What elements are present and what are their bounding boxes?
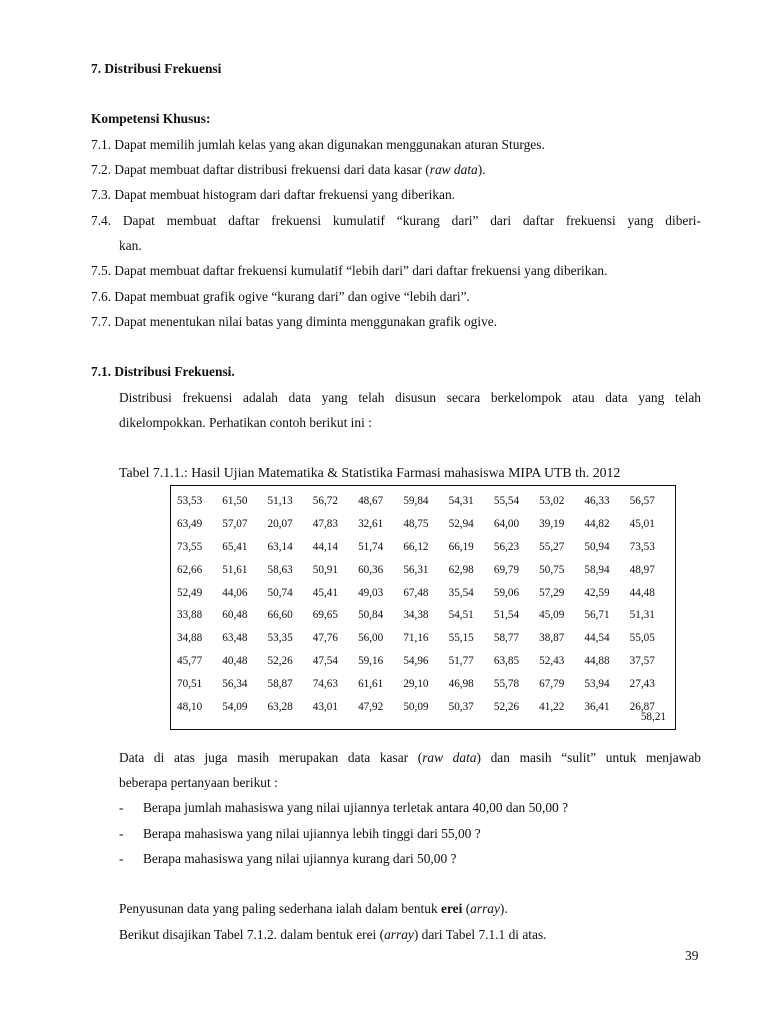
table-row xyxy=(177,650,675,673)
table-cell: 40,48 xyxy=(222,654,248,667)
paragraph-line: beberapa pertanyaan berikut : xyxy=(119,775,278,790)
table-cell: 63,28 xyxy=(267,700,293,713)
table-cell: 63,48 xyxy=(222,632,248,645)
table-cell: 63,49 xyxy=(177,518,203,531)
table-cell: 65,41 xyxy=(222,540,248,553)
table-cell: 53,94 xyxy=(584,677,610,690)
table-cell: 20,07 xyxy=(267,518,293,531)
table-cell: 56,71 xyxy=(584,609,610,622)
table-cell: 56,72 xyxy=(312,495,338,508)
table-cell: 55,15 xyxy=(448,632,474,645)
question-item: Berapa mahasiswa yang nilai ujiannya lebih tinggi dari 55,00 ? xyxy=(143,826,481,841)
table-cell: 66,60 xyxy=(267,609,293,622)
table-cell: 52,26 xyxy=(493,700,520,713)
table-cell: 29,10 xyxy=(403,677,429,690)
kompetensi-item: 7.3. Dapat membuat histogram dari daftar frekuensi yang diberikan. xyxy=(91,187,456,202)
table-cell: 70,51 xyxy=(177,677,203,690)
table-cell: 54,31 xyxy=(448,495,474,508)
table-cell: 43,01 xyxy=(312,700,338,713)
kompetensi-item: 7.5. Dapat membuat daftar frekuensi kumulatif “lebih dari” dari daftar frekuensi yang diberikan. xyxy=(91,263,608,278)
data-grid xyxy=(177,490,675,718)
table-cell: 58,87 xyxy=(267,677,293,690)
table-cell: 53,02 xyxy=(539,495,565,508)
bullet-dash: - xyxy=(119,800,124,815)
table-cell: 69,65 xyxy=(312,609,338,622)
table-row xyxy=(177,581,675,604)
table-cell: 44,82 xyxy=(584,518,610,531)
table-cell: 50,37 xyxy=(448,700,474,713)
table-cell: 45,09 xyxy=(539,609,565,622)
table-cell: 50,94 xyxy=(584,540,610,553)
table-cell: 44,54 xyxy=(584,632,610,645)
kompetensi-item: 7.1. Dapat memilih jumlah kelas yang akan digunakan menggunakan aturan Sturges. xyxy=(91,137,545,152)
table-cell: 55,27 xyxy=(539,540,565,553)
table-cell: 58,77 xyxy=(493,632,520,645)
table-cell: 56,31 xyxy=(403,563,429,576)
table-cell: 59,06 xyxy=(493,586,520,599)
table-cell: 49,03 xyxy=(358,586,384,599)
table-cell: 54,96 xyxy=(403,654,429,667)
table-cell: 34,38 xyxy=(403,609,429,622)
table-cell: 51,74 xyxy=(358,540,384,553)
table-cell: 48,75 xyxy=(403,518,429,531)
table-cell: 66,12 xyxy=(403,540,429,553)
table-cell: 50,09 xyxy=(403,700,429,713)
table-cell: 55,05 xyxy=(629,632,655,645)
table-cell: 63,85 xyxy=(493,654,520,667)
table-cell: 36,41 xyxy=(584,700,610,713)
table-cell: 52,43 xyxy=(539,654,565,667)
table-cell: 56,34 xyxy=(222,677,248,690)
table-cell: 47,54 xyxy=(312,654,338,667)
table-cell: 57,07 xyxy=(222,518,248,531)
table-cell: 62,98 xyxy=(448,563,474,576)
table-cell: 56,23 xyxy=(493,540,520,553)
table-cell: 47,92 xyxy=(358,700,384,713)
table-cell: 56,57 xyxy=(629,495,655,508)
table-cell: 51,54 xyxy=(493,609,520,622)
table-row xyxy=(177,536,675,559)
table-cell: 42,59 xyxy=(584,586,610,599)
paragraph-line: Data di atas juga masih merupakan data kasar (raw data) dan masih “sulit” untuk menjawab xyxy=(119,750,701,765)
table-row xyxy=(177,513,675,536)
kompetensi-item-continuation: kan. xyxy=(119,238,142,253)
table-cell: 56,00 xyxy=(358,632,384,645)
table-cell: 73,53 xyxy=(629,540,655,553)
table-cell: 32,61 xyxy=(358,518,384,531)
data-table xyxy=(170,485,676,730)
table-cell: 51,13 xyxy=(267,495,293,508)
table-cell: 51,31 xyxy=(629,609,655,622)
table-cell: 53,35 xyxy=(267,632,293,645)
paragraph-line: Penyusunan data yang paling sederhana ialah dalam bentuk erei (array). xyxy=(119,901,508,916)
table-cell: 45,41 xyxy=(312,586,338,599)
table-cell: 44,88 xyxy=(584,654,610,667)
table-cell: 55,54 xyxy=(493,495,520,508)
table-cell: 48,67 xyxy=(358,495,384,508)
table-cell: 69,79 xyxy=(493,563,520,576)
table-cell: 50,75 xyxy=(539,563,565,576)
table-row xyxy=(177,695,675,718)
table-cell: 50,84 xyxy=(358,609,384,622)
table-cell: 34,88 xyxy=(177,632,203,645)
table-cell: 44,48 xyxy=(629,586,655,599)
table-cell: 48,10 xyxy=(177,700,203,713)
table-cell: 52,49 xyxy=(177,586,203,599)
table-cell: 44,06 xyxy=(222,586,248,599)
table-cell: 46,33 xyxy=(584,495,610,508)
table-cell: 37,57 xyxy=(629,654,655,667)
table-cell: 52,94 xyxy=(448,518,474,531)
table-cell: 60,36 xyxy=(358,563,384,576)
table-cell: 73,55 xyxy=(177,540,203,553)
table-cell: 60,48 xyxy=(222,609,248,622)
table-cell: 46,98 xyxy=(448,677,474,690)
table-cell: 59,16 xyxy=(358,654,384,667)
table-cell: 45,01 xyxy=(629,518,655,531)
bullet-dash: - xyxy=(119,851,124,866)
table-extra-value: 58,21 xyxy=(640,711,666,723)
table-cell: 39,19 xyxy=(539,518,565,531)
table-cell: 71,16 xyxy=(403,632,429,645)
table-cell: 45,77 xyxy=(177,654,203,667)
table-cell: 47,76 xyxy=(312,632,338,645)
table-cell: 52,26 xyxy=(267,654,293,667)
table-row xyxy=(177,627,675,650)
intro-paragraph-line: dikelompokkan. Perhatikan contoh berikut ini : xyxy=(119,415,372,430)
table-cell: 27,43 xyxy=(629,677,655,690)
kompetensi-item: 7.4. Dapat membuat daftar frekuensi kumulatif “kurang dari” dari daftar frekuensi yang diberi- xyxy=(91,213,701,228)
table-cell: 62,66 xyxy=(177,563,203,576)
table-cell: 57,29 xyxy=(539,586,565,599)
page-number: 39 xyxy=(685,948,699,963)
table-cell: 66,19 xyxy=(448,540,474,553)
table-cell: 47,83 xyxy=(312,518,338,531)
question-item: Berapa jumlah mahasiswa yang nilai ujiannya terletak antara 40,00 dan 50,00 ? xyxy=(143,800,569,815)
table-cell: 33,88 xyxy=(177,609,203,622)
table-row xyxy=(177,604,675,627)
kompetensi-item: 7.7. Dapat menentukan nilai batas yang diminta menggunakan grafik ogive. xyxy=(91,314,498,329)
table-row xyxy=(177,672,675,695)
table-cell: 61,50 xyxy=(222,495,248,508)
intro-paragraph-line: Distribusi frekuensi adalah data yang telah disusun secara berkelompok atau data yang telah xyxy=(119,390,701,405)
table-row xyxy=(177,490,675,513)
table-cell: 38,87 xyxy=(539,632,565,645)
table-cell: 55,78 xyxy=(493,677,520,690)
table-cell: 63,14 xyxy=(267,540,293,553)
table-cell: 26,87 xyxy=(629,700,655,713)
kompetensi-item: 7.2. Dapat membuat daftar distribusi frekuensi dari data kasar (raw data). xyxy=(91,162,486,177)
table-cell: 59,84 xyxy=(403,495,429,508)
kompetensi-item: 7.6. Dapat membuat grafik ogive “kurang dari” dan ogive “lebih dari”. xyxy=(91,289,470,304)
table-cell: 50,74 xyxy=(267,586,293,599)
table-cell: 50,91 xyxy=(312,563,338,576)
table-cell: 41,22 xyxy=(539,700,565,713)
table-cell: 44,14 xyxy=(312,540,338,553)
table-cell: 51,61 xyxy=(222,563,248,576)
table-cell: 64,00 xyxy=(493,518,520,531)
table-cell: 51,77 xyxy=(448,654,474,667)
table-cell: 48,97 xyxy=(629,563,655,576)
table-row xyxy=(177,558,675,581)
table-cell: 67,48 xyxy=(403,586,429,599)
table-cell: 61,61 xyxy=(358,677,384,690)
table-cell: 35,54 xyxy=(448,586,474,599)
table-cell: 58,63 xyxy=(267,563,293,576)
kompetensi-heading: Kompetensi Khusus: xyxy=(91,111,211,126)
table-cell: 54,51 xyxy=(448,609,474,622)
paragraph-line: Berikut disajikan Tabel 7.1.2. dalam bentuk erei (array) dari Tabel 7.1.1 di atas. xyxy=(119,927,547,942)
chapter-heading: 7. Distribusi Frekuensi xyxy=(91,61,222,76)
table-cell: 58,94 xyxy=(584,563,610,576)
bullet-dash: - xyxy=(119,826,124,841)
table-cell: 74,63 xyxy=(312,677,338,690)
table-cell: 67,79 xyxy=(539,677,565,690)
table-cell: 53,53 xyxy=(177,495,203,508)
section-heading: 7.1. Distribusi Frekuensi. xyxy=(91,364,235,379)
table-cell: 54,09 xyxy=(222,700,248,713)
table-caption: Tabel 7.1.1.: Hasil Ujian Matematika & Statistika Farmasi mahasiswa MIPA UTB th. 2012 xyxy=(119,465,621,480)
question-item: Berapa mahasiswa yang nilai ujiannya kurang dari 50,00 ? xyxy=(143,851,457,866)
